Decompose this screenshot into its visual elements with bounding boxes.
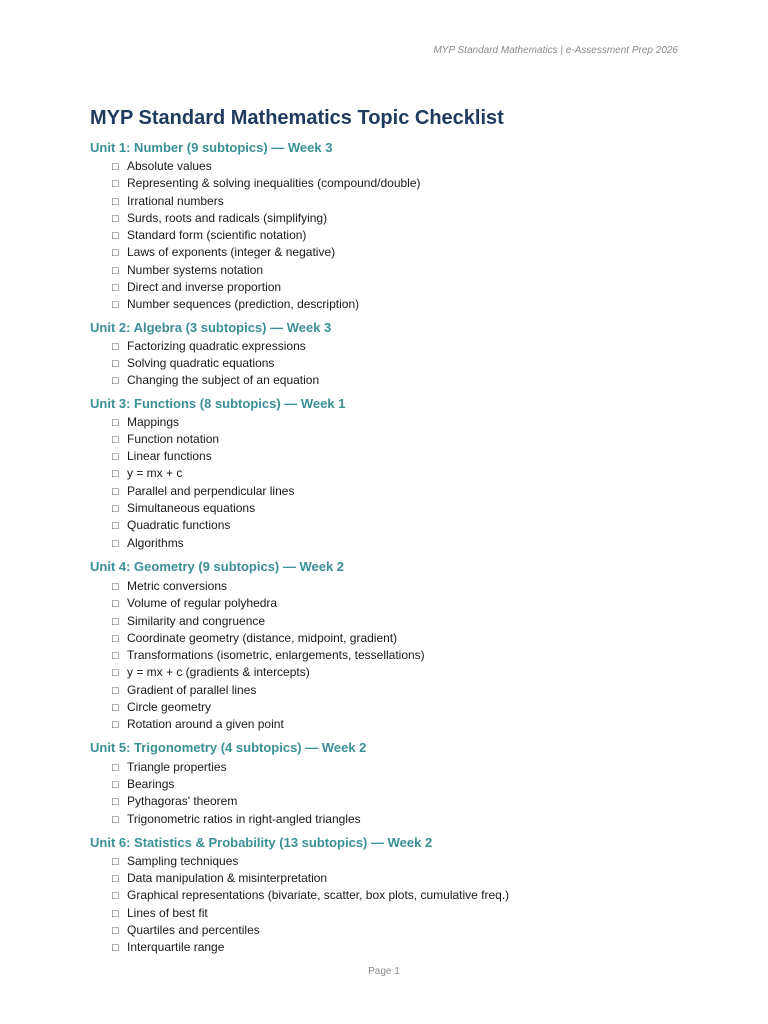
topic-item (112, 262, 690, 279)
topic-label: Similarity and congruence (127, 613, 266, 628)
checkbox-icon[interactable]: □ (112, 416, 119, 429)
topic-item (112, 535, 690, 552)
topic-item (112, 500, 690, 517)
topic-item (112, 338, 690, 355)
checkbox-icon[interactable]: □ (112, 433, 119, 446)
topic-item (112, 613, 690, 630)
checkbox-icon[interactable]: □ (112, 855, 119, 868)
topic-label: Quadratic functions (127, 518, 231, 533)
checkbox-icon[interactable]: □ (112, 212, 119, 225)
topic-label: Sampling techniques (127, 853, 239, 868)
checkbox-icon[interactable]: □ (112, 942, 119, 955)
topic-label: Representing & solving inequalities (compound/double) (127, 176, 421, 191)
topic-label: Transformations (isometric, enlargements, tessellations) (127, 648, 425, 663)
topic-label: Interquartile range (127, 940, 225, 955)
unit-heading: Unit 4: Geometry (9 subtopics) — Week 2 (90, 558, 345, 574)
topic-label: Graphical representations (bivariate, scatter, box plots, cumulative freq.) (127, 888, 510, 903)
checkbox-icon[interactable]: □ (112, 580, 119, 593)
unit-section-4 (90, 558, 690, 734)
checkbox-icon[interactable]: □ (112, 778, 119, 791)
unit-section-6 (90, 834, 690, 957)
topic-label: Rotation around a given point (127, 717, 284, 732)
topic-label: Coordinate geometry (distance, midpoint, gradient) (127, 630, 398, 645)
topic-item (112, 630, 690, 647)
checkbox-icon[interactable]: □ (112, 230, 119, 243)
topic-label: Direct and inverse proportion (127, 280, 282, 295)
topic-item (112, 210, 690, 227)
topic-label: Lines of best fit (127, 905, 208, 920)
topic-item (112, 414, 690, 431)
topic-item (112, 922, 690, 939)
unit-heading: Unit 1: Number (9 subtopics) — Week 3 (90, 140, 333, 155)
topic-label: Gradient of parallel lines (127, 682, 257, 697)
checkbox-icon[interactable]: □ (112, 684, 119, 697)
topic-label: Triangle properties (127, 759, 227, 774)
topic-item (112, 595, 690, 612)
topic-label: Solving quadratic equations (127, 355, 275, 370)
checkbox-icon[interactable]: □ (112, 451, 119, 464)
checkbox-icon[interactable]: □ (112, 357, 119, 370)
checkbox-icon[interactable]: □ (112, 615, 119, 628)
topic-item (112, 776, 690, 793)
topic-item (112, 483, 690, 500)
page-number: Page 1 (368, 966, 400, 977)
topic-label: Number sequences (prediction, description) (127, 297, 360, 312)
topic-item (112, 647, 690, 664)
topic-item (112, 905, 690, 922)
checkbox-icon[interactable]: □ (112, 375, 119, 388)
topic-item (112, 578, 690, 595)
topic-item (112, 759, 690, 776)
topic-label: Factorizing quadratic expressions (127, 338, 306, 353)
unit-section-5 (90, 739, 690, 828)
topic-list (90, 414, 690, 552)
topic-item (112, 465, 690, 482)
topic-item (112, 193, 690, 210)
topic-item (112, 664, 690, 681)
checkbox-icon[interactable]: □ (112, 178, 119, 191)
topic-label: Mappings (127, 414, 180, 429)
topic-item (112, 793, 690, 810)
running-header: MYP Standard Mathematics | e-Assessment Prep 2026 (433, 45, 678, 56)
checkbox-icon[interactable]: □ (112, 702, 119, 715)
topic-list (90, 853, 690, 957)
topic-item (112, 939, 690, 956)
checkbox-icon[interactable]: □ (112, 161, 119, 173)
topic-item (112, 699, 690, 716)
checkbox-icon[interactable]: □ (112, 873, 119, 886)
checkbox-icon[interactable]: □ (112, 247, 119, 260)
unit-section-1 (90, 139, 690, 314)
document-body (90, 104, 690, 957)
topic-label: Volume of regular polyhedra (127, 596, 278, 611)
topic-item (112, 227, 690, 244)
topic-label: Irrational numbers (127, 193, 224, 208)
topic-label: Surds, roots and radicals (simplifying) (127, 210, 328, 225)
topic-list (90, 578, 690, 734)
topic-label: Linear functions (127, 449, 212, 464)
topic-label: y = mx + c (127, 466, 183, 481)
unit-list (90, 139, 690, 957)
unit-heading: Unit 3: Functions (8 subtopics) — Week 1 (90, 395, 346, 411)
checkbox-icon[interactable]: □ (112, 650, 119, 663)
checkbox-icon[interactable]: □ (112, 299, 119, 312)
topic-list (90, 759, 690, 828)
topic-item (112, 517, 690, 534)
topic-label: Trigonometric ratios in right-angled triangles (127, 811, 361, 826)
topic-item (112, 175, 690, 192)
topic-label: Function notation (127, 431, 220, 446)
checkbox-icon[interactable]: □ (112, 667, 119, 680)
topic-item (112, 853, 690, 870)
topic-label: Bearings (127, 776, 175, 791)
topic-item (112, 870, 690, 887)
checkbox-icon[interactable]: □ (112, 520, 119, 533)
topic-label: Pythagoras' theorem (127, 794, 238, 809)
checkbox-icon[interactable]: □ (112, 632, 119, 645)
checkbox-icon[interactable]: □ (112, 890, 119, 903)
topic-item (112, 431, 690, 448)
topic-item (112, 279, 690, 296)
topic-label: y = mx + c (gradients & intercepts) (127, 665, 310, 680)
checkbox-icon[interactable]: □ (112, 598, 119, 611)
checkbox-icon[interactable]: □ (112, 468, 119, 481)
topic-label: Laws of exponents (integer & negative) (127, 245, 336, 260)
unit-heading: Unit 2: Algebra (3 subtopics) — Week 3 (90, 319, 332, 335)
topic-label: Quartiles and percentiles (127, 922, 260, 937)
topic-label: Algorithms (127, 535, 184, 550)
checkbox-icon[interactable]: □ (112, 813, 119, 826)
topic-item (112, 296, 690, 313)
checkbox-icon[interactable]: □ (112, 719, 119, 732)
checkbox-icon[interactable]: □ (112, 282, 119, 295)
topic-label: Metric conversions (127, 578, 228, 593)
topic-label: Parallel and perpendicular lines (127, 483, 295, 498)
checkbox-icon[interactable]: □ (112, 503, 119, 516)
checkbox-icon[interactable]: □ (112, 264, 119, 277)
checkbox-icon[interactable]: □ (112, 340, 119, 353)
checkbox-icon[interactable]: □ (112, 761, 119, 774)
topic-label: Circle geometry (127, 700, 212, 715)
checkbox-icon[interactable]: □ (112, 924, 119, 937)
checkbox-icon[interactable]: □ (112, 537, 119, 550)
checkbox-icon[interactable]: □ (112, 485, 119, 498)
topic-item (112, 716, 690, 733)
topic-label: Standard form (scientific notation) (127, 228, 307, 243)
topic-list (90, 338, 690, 390)
topic-item (112, 158, 690, 175)
checkbox-icon[interactable]: □ (112, 796, 119, 809)
topic-item (112, 372, 690, 389)
topic-item (112, 811, 690, 828)
page-title: MYP Standard Mathematics Topic Checklist (90, 107, 504, 129)
topic-list (90, 158, 690, 314)
topic-label: Changing the subject of an equation (127, 373, 320, 388)
topic-item (112, 682, 690, 699)
unit-section-2 (90, 319, 690, 390)
checkbox-icon[interactable]: □ (112, 195, 119, 208)
topic-label: Absolute values (127, 159, 212, 173)
unit-heading: Unit 5: Trigonometry (4 subtopics) — Week 2 (90, 739, 367, 755)
unit-heading: Unit 6: Statistics & Probability (13 subtopics) — Week 2 (90, 834, 433, 850)
topic-label: Number systems notation (127, 262, 264, 277)
topic-item (112, 448, 690, 465)
topic-item (112, 887, 690, 904)
topic-item (112, 355, 690, 372)
topic-label: Data manipulation & misinterpretation (127, 871, 328, 886)
topic-item (112, 244, 690, 261)
unit-section-3 (90, 395, 690, 552)
topic-label: Simultaneous equations (127, 501, 256, 516)
checkbox-icon[interactable]: □ (112, 907, 119, 920)
